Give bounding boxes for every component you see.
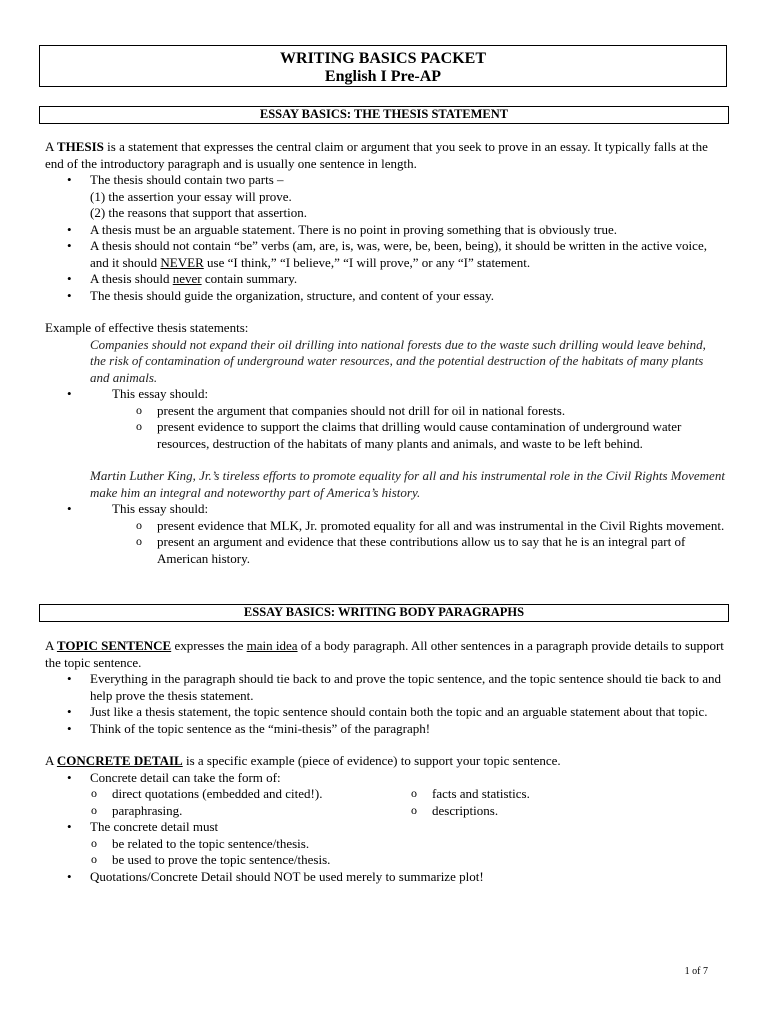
packet-title: WRITING BASICS PACKET xyxy=(280,50,486,67)
detail-must-subitems xyxy=(45,836,725,869)
list-item: • Think of the topic sentence as the “mini-thesis” of the paragraph! xyxy=(45,721,725,738)
thesis-bullet-3a: A thesis should not contain “be” verbs (am, are, is, was, were, be, been, being), it should be written in the active voice, and it should xyxy=(90,238,707,270)
examples-label: Example of effective thesis statements: xyxy=(45,320,249,335)
list-item xyxy=(45,172,725,222)
thesis-intro-rest: is a statement that expresses the central claim or argument that you seek to prove in an essay. It typically falls at the end of the introductory paragraph and is usually one sentence in length. xyxy=(45,139,708,171)
list-item: o present evidence to support the claims that drilling would cause contamination of underground water resources, destruction of the habitats of many plants and animals, and waste to be left behind. xyxy=(90,419,725,452)
list-item: • Just like a thesis statement, the topic sentence should contain both the topic and an arguable statement about that topic. xyxy=(45,704,725,721)
example-2-bullets xyxy=(45,501,725,518)
list-item: o facts and statistics. xyxy=(365,786,705,803)
list-item: o be related to the topic sentence/thesis. xyxy=(45,836,725,853)
thesis-bullet-1: The thesis should contain two parts – xyxy=(90,172,284,187)
topic-sentence-term: TOPIC SENTENCE xyxy=(56,638,172,653)
detail-forms xyxy=(45,786,725,819)
list-item: o be used to prove the topic sentence/thesis. xyxy=(45,852,725,869)
thesis-bullets xyxy=(45,172,725,304)
example-thesis-2: Martin Luther King, Jr.’s tireless efforts to promote equality for all and his instrumental role in the Civil Rights Movement make him an integral and noteworthy part of America’s history. xyxy=(90,468,725,500)
main-idea-term: main idea xyxy=(246,638,298,653)
thesis-part-1: (1) the assertion your essay will prove. xyxy=(90,188,292,204)
body-section-body xyxy=(45,638,725,885)
list-item: • The concrete detail must xyxy=(45,819,725,836)
detail-forms-left xyxy=(45,786,385,819)
list-item xyxy=(45,238,725,271)
thesis-part-2: (2) the reasons that support that assertion. xyxy=(90,205,307,220)
page-number: 1 of 7 xyxy=(684,966,708,977)
list-item: • Concrete detail can take the form of: xyxy=(45,770,725,787)
detail-prefix: A xyxy=(45,753,57,768)
topic-sentence-intro xyxy=(45,638,725,671)
topic-rest: of a body paragraph. All other sentences in a paragraph provide details to support the topic sentence. xyxy=(45,638,724,670)
packet-title-box xyxy=(39,45,727,87)
list-item: • This essay should: xyxy=(45,386,725,403)
list-item xyxy=(45,271,725,288)
thesis-term: THESIS xyxy=(56,139,104,154)
never-emphasis: NEVER xyxy=(160,254,204,270)
list-item: • Everything in the paragraph should tie back to and prove the topic sentence, and the topic sentence should tie back to and help prove the thesis statement. xyxy=(45,671,725,704)
thesis-intro-prefix: A xyxy=(45,139,57,154)
example-1-bullets xyxy=(45,386,725,403)
thesis-section-heading: ESSAY BASICS: THE THESIS STATEMENT xyxy=(39,106,729,124)
thesis-bullet-3b: use “I think,” “I believe,” “I will prove,” or any “I” statement. xyxy=(203,254,531,270)
concrete-detail-term: CONCRETE DETAIL xyxy=(56,753,183,768)
list-item: o paraphrasing. xyxy=(45,803,385,820)
example-thesis-1: Companies should not expand their oil drilling into national forests due to the waste such drilling would leave behind, the risk of contamination of underground water resources, and the potential destruction of the habitats of many plants and animals. xyxy=(90,336,706,385)
concrete-detail-intro xyxy=(45,753,725,770)
list-item: • A thesis must be an arguable statement. There is no point in proving something that is obviously true. xyxy=(45,222,725,239)
list-item: • The thesis should guide the organization, structure, and content of your essay. xyxy=(45,288,725,305)
body-paragraphs-section-heading: ESSAY BASICS: WRITING BODY PARAGRAPHS xyxy=(39,604,729,622)
topic-mid: expresses the xyxy=(171,638,247,653)
thesis-bullet-4a: A thesis should xyxy=(90,271,173,286)
topic-prefix: A xyxy=(45,638,57,653)
example-2-subitems xyxy=(45,518,725,568)
detail-rest: is a specific example (piece of evidence) to support your topic sentence. xyxy=(182,753,561,768)
detail-forms-right xyxy=(365,786,705,819)
list-item: • This essay should: xyxy=(45,501,725,518)
list-item: o present an argument and evidence that these contributions allow us to say that he is an integral part of American history. xyxy=(90,534,725,567)
example-1-subitems xyxy=(45,403,725,453)
topic-bullets xyxy=(45,671,725,737)
list-item: o direct quotations (embedded and cited!). xyxy=(45,786,385,803)
thesis-section-body xyxy=(45,139,725,567)
thesis-bullet-4b: contain summary. xyxy=(201,271,298,286)
list-item: o descriptions. xyxy=(365,803,705,820)
detail-final-bullets xyxy=(45,869,725,886)
thesis-intro xyxy=(45,139,725,172)
list-item: o present the argument that companies should not drill for oil in national forests. xyxy=(90,403,725,420)
list-item: o present evidence that MLK, Jr. promoted equality for all and was instrumental in the Civil Rights movement. xyxy=(90,518,725,535)
list-item: • Quotations/Concrete Detail should NOT be used merely to summarize plot! xyxy=(45,869,725,886)
never-emphasis: never xyxy=(172,271,202,286)
packet-subtitle: English I Pre-AP xyxy=(324,68,442,85)
detail-must-bullets xyxy=(45,819,725,836)
detail-bullets xyxy=(45,770,725,787)
